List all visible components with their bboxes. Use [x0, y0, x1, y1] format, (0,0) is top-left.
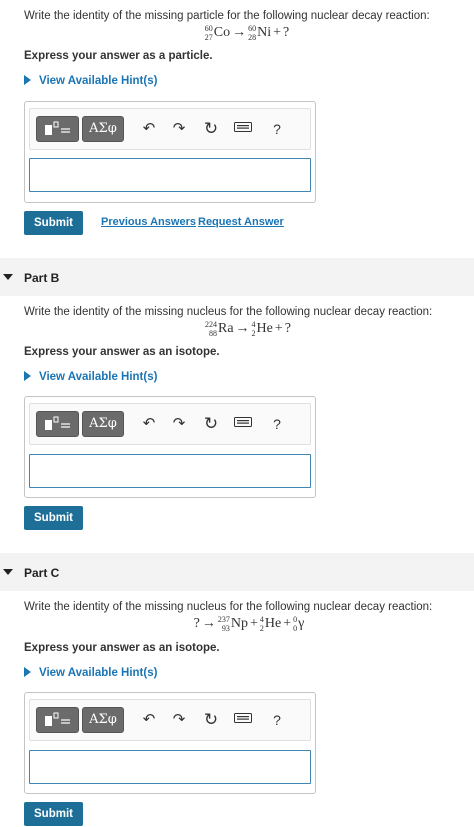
help-icon[interactable]: ? [273, 712, 281, 728]
keyboard-icon[interactable] [232, 413, 254, 435]
part-c-prompt: Write the identity of the missing nucleus for the following nuclear decay reaction: [24, 601, 433, 613]
greek-symbols-button[interactable]: ΑΣφ [82, 411, 124, 437]
product-nuclide: 4 2 He [251, 320, 273, 338]
math-toolbar [29, 699, 311, 741]
part-c-submit-button[interactable]: Submit [24, 802, 83, 826]
caret-down-icon [3, 569, 13, 575]
reset-icon[interactable]: ↻ [203, 414, 219, 433]
reactant-nuclide: 60 27 Co [204, 24, 231, 42]
previous-answers-link[interactable]: Previous Answers [101, 216, 196, 228]
greek-symbols-button[interactable]: ΑΣφ [82, 707, 124, 733]
part-a-equation: 60 27 Co → 60 28 Ni + ? [204, 24, 290, 42]
templates-icon [37, 708, 78, 732]
redo-icon[interactable]: ↷ [172, 711, 186, 728]
part-b-express: Express your answer as an isotope. [24, 346, 220, 358]
product-nuclide: 4 2 He [259, 615, 282, 633]
part-a-express: Express your answer as a particle. [24, 50, 213, 62]
part-c-title: Part C [24, 566, 60, 580]
answer-input[interactable] [29, 750, 311, 784]
reset-icon[interactable]: ↻ [203, 710, 219, 729]
part-c-hint-toggle[interactable]: View Available Hint(s) [24, 667, 157, 679]
greek-symbols-button[interactable]: ΑΣφ [82, 116, 124, 142]
math-toolbar [29, 108, 311, 150]
templates-button[interactable] [36, 411, 79, 437]
caret-down-icon [3, 274, 13, 280]
answer-input[interactable] [29, 158, 311, 192]
templates-button[interactable] [36, 707, 79, 733]
undo-icon[interactable]: ↶ [142, 711, 156, 728]
part-c-equation: ? → 237 93 Np + 4 2 He + 0 0 γ [193, 615, 305, 633]
keyboard-icon[interactable] [232, 709, 254, 731]
triangle-right-icon [24, 75, 31, 85]
templates-button[interactable] [36, 116, 79, 142]
part-c-express: Express your answer as an isotope. [24, 642, 220, 654]
part-c-answer-editor [24, 692, 316, 794]
help-icon[interactable]: ? [273, 416, 281, 432]
help-icon[interactable]: ? [273, 121, 281, 137]
redo-icon[interactable]: ↷ [172, 415, 186, 432]
part-b-title: Part B [24, 271, 60, 285]
part-b-header[interactable] [0, 258, 474, 296]
part-c-header[interactable] [0, 553, 474, 591]
part-b-submit-button[interactable]: Submit [24, 506, 83, 530]
triangle-right-icon [24, 667, 31, 677]
keyboard-icon[interactable] [232, 118, 254, 140]
part-a-answer-editor [24, 101, 316, 203]
undo-icon[interactable]: ↶ [142, 120, 156, 137]
part-b-prompt: Write the identity of the missing nucleus for the following nuclear decay reaction: [24, 306, 433, 318]
undo-icon[interactable]: ↶ [142, 415, 156, 432]
reset-icon[interactable]: ↻ [203, 119, 219, 138]
product-nuclide: 60 28 Ni [248, 24, 272, 42]
product-nuclide: 237 93 Np [217, 615, 249, 633]
part-a-hint-toggle[interactable]: View Available Hint(s) [24, 75, 157, 87]
part-a-prompt: Write the identity of the missing particle for the following nuclear decay reaction: [24, 10, 430, 22]
part-a-submit-button[interactable]: Submit [24, 211, 83, 235]
reactant-nuclide: 224 88 Ra [204, 320, 234, 338]
redo-icon[interactable]: ↷ [172, 120, 186, 137]
part-b-hint-toggle[interactable]: View Available Hint(s) [24, 371, 157, 383]
templates-icon [37, 412, 78, 436]
request-answer-link[interactable]: Request Answer [198, 216, 284, 228]
templates-icon [37, 117, 78, 141]
part-b-answer-editor [24, 396, 316, 498]
triangle-right-icon [24, 371, 31, 381]
part-b-equation: 224 88 Ra → 4 2 He + ? [204, 320, 292, 338]
math-toolbar [29, 403, 311, 445]
answer-input[interactable] [29, 454, 311, 488]
product-nuclide: 0 0 γ [293, 615, 305, 633]
